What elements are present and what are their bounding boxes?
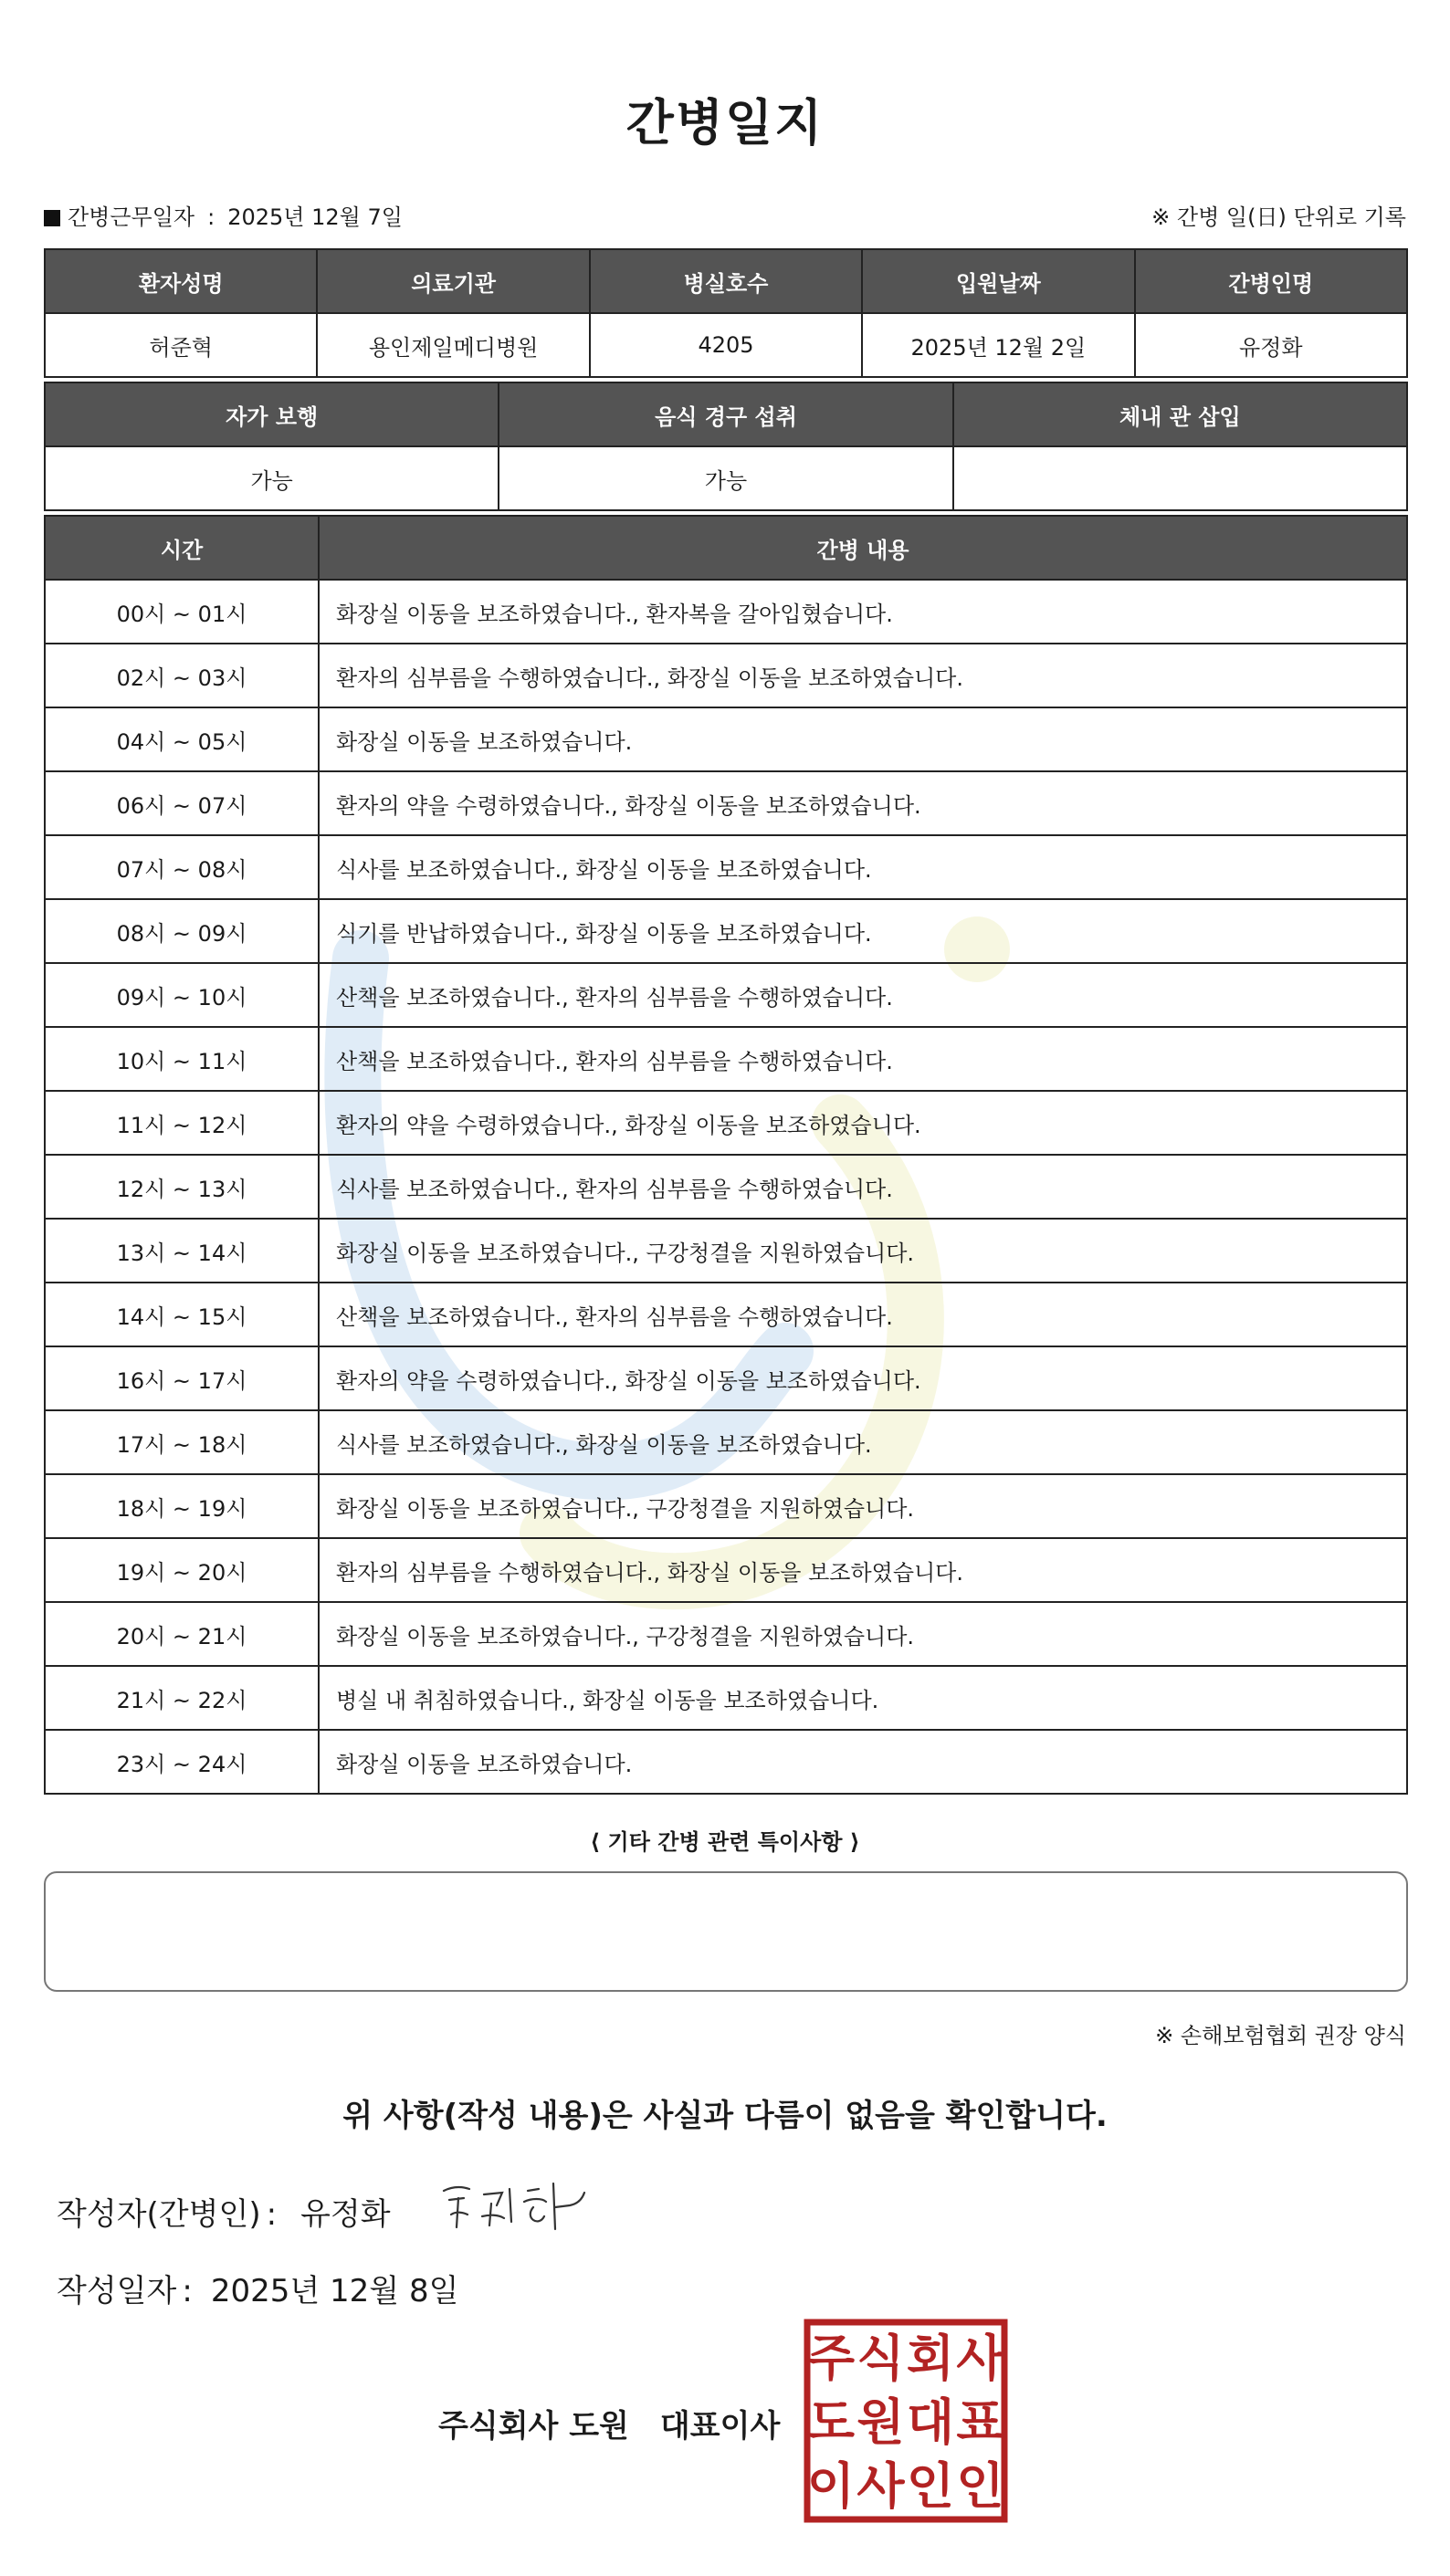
time-cell: 10시 ~ 11시 (45, 1027, 319, 1091)
time-cell: 06시 ~ 07시 (45, 771, 319, 835)
table-row (45, 1283, 1407, 1346)
care-content-cell: 식사를 보조하였습니다., 화장실 이동을 보조하였습니다. (319, 1410, 1407, 1474)
stamp-char: 회 (906, 2330, 955, 2387)
header-care-content: 간병 내용 (319, 516, 1407, 580)
stamp-char: 사 (956, 2330, 1004, 2387)
work-date (44, 199, 403, 231)
care-content-cell: 화장실 이동을 보조하였습니다. (319, 1730, 1407, 1794)
table-row (45, 1730, 1407, 1794)
table-row (45, 1027, 1407, 1091)
hospital-name: 용인제일메디병원 (317, 313, 589, 377)
stamp-char: 주 (806, 2330, 856, 2387)
date-colon: : (182, 2273, 193, 2309)
care-log-table (44, 515, 1408, 1795)
care-content-cell: 화장실 이동을 보조하였습니다., 환자복을 갈아입혔습니다. (319, 580, 1407, 644)
stamp-char: 원 (856, 2393, 905, 2451)
care-content-cell: 식사를 보조하였습니다., 환자의 심부름을 수행하였습니다. (319, 1155, 1407, 1219)
table-row (45, 1219, 1407, 1283)
table-row (45, 1091, 1407, 1155)
care-log-header-row (45, 516, 1407, 580)
patient-status-header-row (45, 382, 1407, 446)
record-unit-note: ※ 간병 일(日) 단위로 기록 (1151, 204, 1406, 230)
table-row (45, 963, 1407, 1027)
time-cell: 20시 ~ 21시 (45, 1602, 319, 1666)
company-seal-stamp (804, 2319, 1008, 2523)
notes-title: ⟨ 기타 간병 관련 특이사항 ⟩ (590, 1829, 860, 1855)
form-source-note: ※ 손해보험협회 권장 양식 (1155, 2023, 1406, 2048)
writer-label: 작성자(간병인) (57, 2196, 261, 2233)
patient-info-table (44, 248, 1408, 378)
stamp-char: 식 (856, 2330, 905, 2387)
admission-date: 2025년 12월 2일 (862, 313, 1134, 377)
time-cell: 08시 ~ 09시 (45, 899, 319, 963)
care-content-cell: 산책을 보조하였습니다., 환자의 심부름을 수행하였습니다. (319, 1027, 1407, 1091)
notes-box (44, 1871, 1408, 1992)
stamp-char: 대 (906, 2393, 955, 2451)
handwritten-signature (436, 2171, 592, 2244)
table-row (45, 835, 1407, 899)
care-content-cell: 병실 내 취침하였습니다., 화장실 이동을 보조하였습니다. (319, 1666, 1407, 1730)
time-cell: 07시 ~ 08시 (45, 835, 319, 899)
table-row (45, 1474, 1407, 1538)
writer-name: 유정화 (300, 2196, 391, 2233)
care-content-cell: 산책을 보조하였습니다., 환자의 심부름을 수행하였습니다. (319, 963, 1407, 1027)
time-cell: 04시 ~ 05시 (45, 707, 319, 771)
confirmation-statement: 위 사항(작성 내용)은 사실과 다름이 없음을 확인합니다. (342, 2098, 1108, 2134)
meta-line (44, 199, 1406, 232)
stamp-char: 이 (806, 2457, 856, 2515)
header-time: 시간 (45, 516, 319, 580)
care-content-cell: 화장실 이동을 보조하였습니다. (319, 707, 1407, 771)
document-title: 간병일지 (625, 94, 825, 152)
care-content-cell: 화장실 이동을 보조하였습니다., 구강청결을 지원하였습니다. (319, 1474, 1407, 1538)
time-cell: 12시 ~ 13시 (45, 1155, 319, 1219)
time-cell: 17시 ~ 18시 (45, 1410, 319, 1474)
table-row (45, 1538, 1407, 1602)
writer-line (57, 2189, 391, 2234)
tube-insertion-value (953, 446, 1407, 510)
header-admission-date: 입원날짜 (862, 249, 1134, 313)
company-line (438, 2401, 780, 2445)
header-tube-insertion: 체내 관 삽입 (953, 382, 1407, 446)
patient-status-table (44, 382, 1408, 511)
work-date-label: 간병근무일자 (68, 204, 195, 230)
care-content-cell: 화장실 이동을 보조하였습니다., 구강청결을 지원하였습니다. (319, 1602, 1407, 1666)
care-log-body (45, 580, 1407, 1794)
care-content-cell: 화장실 이동을 보조하였습니다., 구강청결을 지원하였습니다. (319, 1219, 1407, 1283)
care-content-cell: 환자의 약을 수령하였습니다., 화장실 이동을 보조하였습니다. (319, 1091, 1407, 1155)
time-cell: 09시 ~ 10시 (45, 963, 319, 1027)
header-caregiver-name: 간병인명 (1135, 249, 1407, 313)
self-walking-value: 가능 (45, 446, 499, 510)
care-content-cell: 환자의 약을 수령하였습니다., 화장실 이동을 보조하였습니다. (319, 1346, 1407, 1410)
written-date: 2025년 12월 8일 (210, 2273, 459, 2309)
table-row (45, 644, 1407, 707)
room-number: 4205 (590, 313, 862, 377)
header-hospital: 의료기관 (317, 249, 589, 313)
table-row (45, 1346, 1407, 1410)
caregiver-name: 유정화 (1135, 313, 1407, 377)
stamp-char: 인 (906, 2457, 955, 2515)
table-row (45, 1410, 1407, 1474)
time-cell: 19시 ~ 20시 (45, 1538, 319, 1602)
time-cell: 13시 ~ 14시 (45, 1219, 319, 1283)
time-cell: 23시 ~ 24시 (45, 1730, 319, 1794)
table-row (45, 1666, 1407, 1730)
patient-info-value-row (45, 313, 1407, 377)
time-cell: 11시 ~ 12시 (45, 1091, 319, 1155)
time-cell: 02시 ~ 03시 (45, 644, 319, 707)
time-cell: 18시 ~ 19시 (45, 1474, 319, 1538)
care-content-cell: 환자의 심부름을 수행하였습니다., 화장실 이동을 보조하였습니다. (319, 644, 1407, 707)
stamp-char: 도 (806, 2393, 856, 2451)
table-row (45, 771, 1407, 835)
representative-title: 대표이사 (659, 2408, 781, 2445)
date-label: 작성일자 (57, 2273, 177, 2309)
stamp-char: 표 (956, 2393, 1004, 2451)
stamp-char: 인 (956, 2457, 1004, 2515)
work-date-colon: : (207, 204, 215, 230)
table-row (45, 899, 1407, 963)
care-content-cell: 환자의 심부름을 수행하였습니다., 화장실 이동을 보조하였습니다. (319, 1538, 1407, 1602)
header-room-number: 병실호수 (590, 249, 862, 313)
time-cell: 00시 ~ 01시 (45, 580, 319, 644)
patient-name: 허준혁 (45, 313, 317, 377)
time-cell: 14시 ~ 15시 (45, 1283, 319, 1346)
care-content-cell: 식기를 반납하였습니다., 화장실 이동을 보조하였습니다. (319, 899, 1407, 963)
care-content-cell: 환자의 약을 수령하였습니다., 화장실 이동을 보조하였습니다. (319, 771, 1407, 835)
table-row (45, 580, 1407, 644)
care-content-cell: 식사를 보조하였습니다., 화장실 이동을 보조하였습니다. (319, 835, 1407, 899)
stamp-char: 사 (856, 2457, 905, 2515)
header-patient-name: 환자성명 (45, 249, 317, 313)
header-self-walking: 자가 보행 (45, 382, 499, 446)
patient-status-value-row (45, 446, 1407, 510)
table-row (45, 1155, 1407, 1219)
work-date-value: 2025년 12월 7일 (227, 204, 403, 230)
header-oral-intake: 음식 경구 섭취 (499, 382, 952, 446)
writer-colon: : (266, 2196, 278, 2233)
table-row (45, 707, 1407, 771)
time-cell: 21시 ~ 22시 (45, 1666, 319, 1730)
care-content-cell: 산책을 보조하였습니다., 환자의 심부름을 수행하였습니다. (319, 1283, 1407, 1346)
date-line (57, 2266, 458, 2310)
time-cell: 16시 ~ 17시 (45, 1346, 319, 1410)
oral-intake-value: 가능 (499, 446, 952, 510)
company-name: 주식회사 도원 (438, 2408, 629, 2445)
table-row (45, 1602, 1407, 1666)
patient-info-header-row (45, 249, 1407, 313)
bullet-square-icon (44, 210, 60, 226)
